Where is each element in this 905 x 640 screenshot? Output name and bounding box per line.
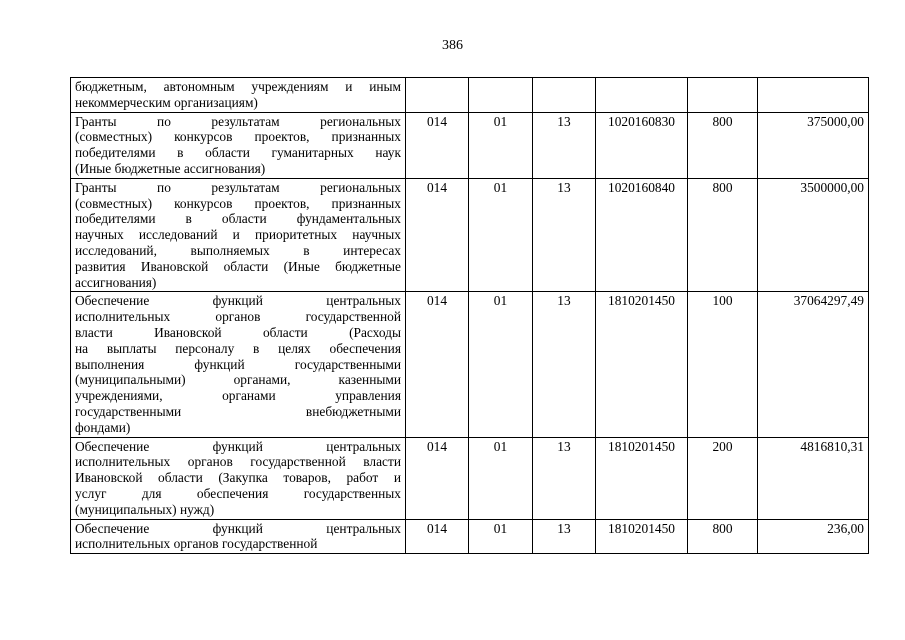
description-line: на выплаты персоналу в целях обеспечения [75, 340, 401, 356]
amount-cell: 236,00 [758, 519, 869, 554]
description-cell [71, 519, 406, 554]
target-article-cell: 1020160830 [596, 112, 688, 178]
section-code-cell: 01 [469, 437, 533, 519]
description-line: учреждениями, органами управления [75, 388, 401, 404]
description-line: Гранты по результатам региональных [75, 113, 401, 129]
expense-type-cell: 800 [688, 519, 758, 554]
description-line: услуг для обеспечения государственных [75, 485, 401, 501]
admin-code-cell: 014 [406, 112, 469, 178]
description-line: государственными внебюджетными [75, 403, 401, 419]
table-row [71, 519, 869, 554]
description-line: выполнения функций государственными [75, 356, 401, 372]
subsection-code-cell: 13 [533, 437, 596, 519]
description-cell [71, 78, 406, 113]
subsection-code-cell [533, 78, 596, 113]
expense-type-cell [688, 78, 758, 113]
description-cell [71, 112, 406, 178]
table-row [71, 292, 869, 437]
target-article-cell [596, 78, 688, 113]
description-line: (совместных) конкурсов проектов, признанных [75, 129, 401, 145]
description-line: исполнительных органов государственной [75, 309, 401, 325]
description-cell [71, 292, 406, 437]
table-row [71, 112, 869, 178]
description-line: фондами) [75, 419, 131, 435]
subsection-code-cell: 13 [533, 292, 596, 437]
description-line: Гранты по результатам региональных [75, 179, 401, 195]
amount-cell: 375000,00 [758, 112, 869, 178]
description-line: Обеспечение функций центральных [75, 520, 401, 536]
expense-type-cell: 800 [688, 112, 758, 178]
section-code-cell: 01 [469, 178, 533, 292]
description-line: развития Ивановской области (Иные бюджетные [75, 258, 401, 274]
description-line: (совместных) конкурсов проектов, признанных [75, 195, 401, 211]
description-line: исполнительных органов государственной [75, 536, 318, 552]
description-line: исполнительных органов государственной власти [75, 454, 401, 470]
target-article-cell: 1810201450 [596, 292, 688, 437]
admin-code-cell [406, 78, 469, 113]
description-line: власти Ивановской области (Расходы [75, 324, 401, 340]
table-row [71, 78, 869, 113]
description-line: Ивановской области (Закупка товаров, работ и [75, 470, 401, 486]
amount-cell: 4816810,31 [758, 437, 869, 519]
section-code-cell: 01 [469, 112, 533, 178]
expense-type-cell: 200 [688, 437, 758, 519]
target-article-cell: 1020160840 [596, 178, 688, 292]
description-cell [71, 178, 406, 292]
expense-type-cell: 100 [688, 292, 758, 437]
description-line: (муниципальными) органами, казенными [75, 372, 401, 388]
section-code-cell [469, 78, 533, 113]
table-row [71, 437, 869, 519]
description-line: исследований, выполняемых в интересах [75, 242, 401, 258]
budget-table-body [71, 78, 869, 554]
subsection-code-cell: 13 [533, 519, 596, 554]
section-code-cell: 01 [469, 519, 533, 554]
description-line: Обеспечение функций центральных [75, 438, 401, 454]
admin-code-cell: 014 [406, 437, 469, 519]
description-line: (Иные бюджетные ассигнования) [75, 160, 266, 176]
section-code-cell: 01 [469, 292, 533, 437]
admin-code-cell: 014 [406, 292, 469, 437]
subsection-code-cell: 13 [533, 178, 596, 292]
amount-cell [758, 78, 869, 113]
subsection-code-cell: 13 [533, 112, 596, 178]
table-row [71, 178, 869, 292]
page-number: 386 [442, 38, 463, 53]
description-cell [71, 437, 406, 519]
admin-code-cell: 014 [406, 178, 469, 292]
amount-cell: 3500000,00 [758, 178, 869, 292]
description-line: некоммерческим организациям) [75, 94, 258, 110]
expense-type-cell: 800 [688, 178, 758, 292]
description-line: бюджетным, автономным учреждениям и иным [75, 79, 401, 94]
description-line: научных исследований и приоритетных научных [75, 227, 401, 243]
target-article-cell: 1810201450 [596, 437, 688, 519]
description-line: Обеспечение функций центральных [75, 293, 401, 309]
target-article-cell: 1810201450 [596, 519, 688, 554]
description-line: (муниципальных) нужд) [75, 501, 215, 517]
description-line: ассигнования) [75, 274, 157, 290]
amount-cell: 37064297,49 [758, 292, 869, 437]
description-line: победителями в области гуманитарных наук [75, 145, 401, 161]
admin-code-cell: 014 [406, 519, 469, 554]
budget-table [70, 77, 869, 554]
description-line: победителями в области фундаментальных [75, 211, 401, 227]
